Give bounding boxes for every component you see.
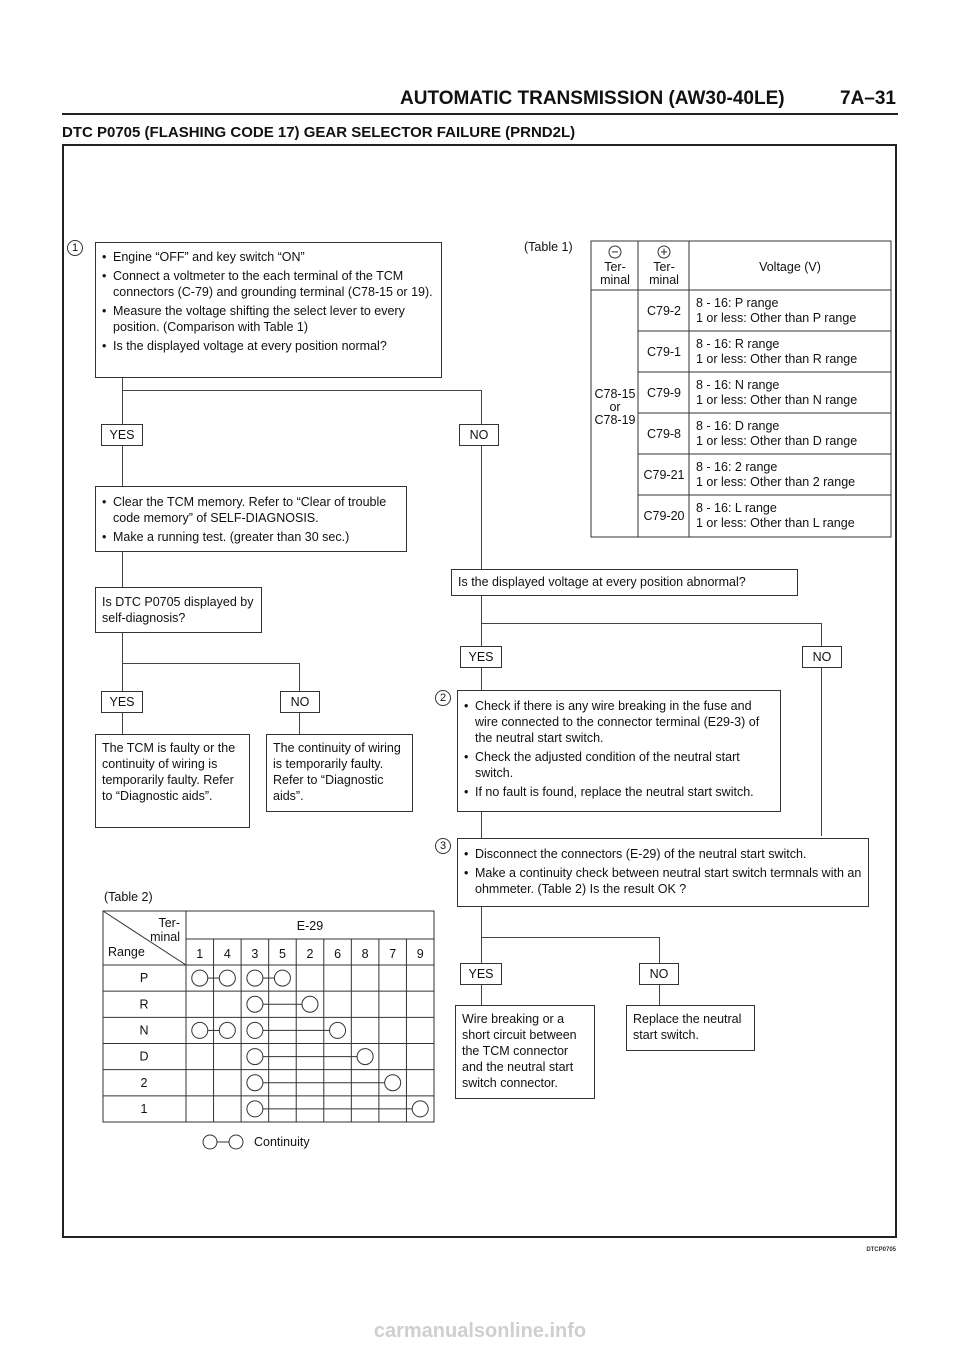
no-label: NO xyxy=(459,424,499,446)
dtc-question-box: Is DTC P0705 displayed by self-diagnosis? xyxy=(95,587,262,633)
table2-terminal-number: 8 xyxy=(361,947,369,961)
table2-terminal-number: 3 xyxy=(251,947,259,961)
table2-terminal-number: 4 xyxy=(223,947,231,961)
table1-terminal-cell: C79-2 xyxy=(646,304,682,318)
continuity-node xyxy=(192,970,208,986)
replace-switch-box: Replace the neutral start switch. xyxy=(626,1005,755,1051)
table1 xyxy=(590,240,892,538)
step1-box xyxy=(95,242,442,378)
step3-bullet: • Disconnect the connectors (E-29) of the neutral start switch. xyxy=(464,846,862,862)
yes-label: YES xyxy=(101,691,143,713)
page-number: 7A–31 xyxy=(840,88,896,109)
table2-range-label: Range xyxy=(108,945,145,959)
table2-range-cell: N xyxy=(139,1023,149,1038)
connector-line xyxy=(122,390,123,424)
step2-box xyxy=(457,690,781,812)
continuity-node xyxy=(247,1075,263,1091)
step2-bullet: • Check if there is any wire breaking in the fuse and wire connected to the connector terminal (E29-3) of the neutral start switch. xyxy=(464,698,774,746)
table2-range-cell: R xyxy=(139,997,149,1012)
table1-voltage-cell: 8 - 16: D range 1 or less: Other than D range xyxy=(696,419,858,448)
table1-voltage-cell: 8 - 16: 2 range 1 or less: Other than 2 range xyxy=(696,460,856,489)
watermark: carmanualsonline.info xyxy=(373,1320,587,1342)
tcm-faulty-box: The TCM is faulty or the continuity of wiring is temporarily faulty. Refer to “Diagnostic aids”. xyxy=(95,734,250,828)
table1-voltage-cell: 8 - 16: L range 1 or less: Other than L range xyxy=(696,501,855,530)
table1-header-voltage: Voltage (V) xyxy=(759,260,821,274)
step-number-1: 1 xyxy=(67,240,83,256)
section-title: AUTOMATIC TRANSMISSION (AW30-40LE) xyxy=(400,88,785,109)
table2-range-cell: D xyxy=(139,1049,149,1064)
continuity-legend-icon xyxy=(200,1133,250,1151)
abnormal-question-box: Is the displayed voltage at every position abnormal? xyxy=(451,569,798,596)
page-title: DTC P0705 (FLASHING CODE 17) GEAR SELECTOR FAILURE (PRND2L) xyxy=(62,124,576,141)
connector-line xyxy=(659,937,660,963)
connector-line xyxy=(299,663,300,691)
table2-range-cell: P xyxy=(139,971,149,986)
table1-voltage-cell: 8 - 16: N range 1 or less: Other than N range xyxy=(696,378,858,407)
continuity-node xyxy=(247,1101,263,1117)
header-rule xyxy=(62,113,898,115)
table2-connector: E-29 xyxy=(296,919,324,933)
step-number-2: 2 xyxy=(435,690,451,706)
connector-line xyxy=(481,596,482,646)
yes-label: YES xyxy=(101,424,143,446)
table1-header-pos-terminal: Ter-minal xyxy=(649,260,679,287)
no-label: NO xyxy=(280,691,320,713)
connector-line xyxy=(481,446,482,569)
continuity-node xyxy=(412,1101,428,1117)
step2-bullet: • If no fault is found, replace the neutral start switch. xyxy=(464,784,774,800)
step1-bullet: • Is the displayed voltage at every position normal? xyxy=(102,338,435,354)
no-label: NO xyxy=(639,963,679,985)
connector-line xyxy=(481,812,482,838)
step-number-3: 3 xyxy=(435,838,451,854)
table1-ground-terminal: C78-15 or C78-19 xyxy=(594,387,636,427)
connector-line xyxy=(122,552,123,587)
table1-terminal-cell: C79-21 xyxy=(643,468,685,482)
negative-symbol: − xyxy=(611,245,619,259)
wire-breaking-box: Wire breaking or a short circuit between the TCM connector and the neutral start switch connector. xyxy=(455,1005,595,1099)
connector-line xyxy=(299,713,300,734)
connector-line xyxy=(481,937,660,938)
table1-header-neg-terminal: Ter-minal xyxy=(600,260,630,287)
continuity-node xyxy=(247,970,263,986)
table2-terminal-label: Ter- xyxy=(158,916,180,930)
continuity-node xyxy=(247,1049,263,1065)
table2-terminal-number: 1 xyxy=(196,947,204,961)
yes-label: YES xyxy=(460,963,502,985)
connector-line xyxy=(659,985,660,1005)
table2-terminal-number: 9 xyxy=(416,947,424,961)
table1-terminal-cell: C79-9 xyxy=(646,386,682,400)
table2-caption: (Table 2) xyxy=(104,890,153,904)
continuity-node xyxy=(330,1022,346,1038)
connector-line xyxy=(122,377,123,391)
continuity-node xyxy=(274,970,290,986)
table2-range-cell: 2 xyxy=(140,1075,148,1090)
table1-terminal-cell: C79-1 xyxy=(646,345,682,359)
clear-memory-bullet: • Clear the TCM memory. Refer to “Clear of trouble code memory” of SELF-DIAGNOSIS. xyxy=(102,494,400,526)
footer-code: DTCP0705 xyxy=(866,1247,896,1253)
table1-caption: (Table 1) xyxy=(524,240,573,254)
no-label: NO xyxy=(802,646,842,668)
step1-bullet: • Engine “OFF” and key switch “ON” xyxy=(102,249,435,265)
continuity-node xyxy=(385,1075,401,1091)
continuity-node xyxy=(247,996,263,1012)
continuity-node xyxy=(219,1022,235,1038)
connector-line xyxy=(481,623,822,624)
table1-voltage-cell: 8 - 16: R range 1 or less: Other than R range xyxy=(696,337,858,366)
table2-terminal-number: 7 xyxy=(389,947,397,961)
continuity-node xyxy=(192,1022,208,1038)
step2-bullet: • Check the adjusted condition of the neutral start switch. xyxy=(464,749,774,781)
connector-line xyxy=(481,907,482,963)
continuity-legend-label: Continuity xyxy=(254,1135,310,1149)
positive-symbol: + xyxy=(660,245,668,259)
step3-box xyxy=(457,838,869,907)
connector-line xyxy=(122,713,123,734)
continuity-node xyxy=(357,1049,373,1065)
table2-terminal-number: 5 xyxy=(278,947,286,961)
continuity-node xyxy=(219,970,235,986)
continuity-node xyxy=(302,996,318,1012)
table2 xyxy=(102,910,436,1124)
yes-label: YES xyxy=(460,646,502,668)
continuity-faulty-box: The continuity of wiring is temporarily faulty. Refer to “Diagnostic aids”. xyxy=(266,734,413,812)
connector-line xyxy=(122,663,300,664)
continuity-node xyxy=(247,1022,263,1038)
table2-range-cell: 1 xyxy=(140,1101,148,1116)
table2-terminal-number: 6 xyxy=(334,947,342,961)
connector-line xyxy=(122,390,482,391)
table1-terminal-cell: C79-20 xyxy=(643,509,685,523)
connector-line xyxy=(821,668,822,836)
connector-line xyxy=(122,446,123,486)
connector-line xyxy=(481,668,482,690)
table2-terminal-number: 2 xyxy=(306,947,314,961)
table1-voltage-cell: 8 - 16: P range 1 or less: Other than P range xyxy=(696,296,857,325)
table2-terminal-label-cont: minal xyxy=(150,930,180,944)
clear-memory-bullet: • Make a running test. (greater than 30 sec.) xyxy=(102,529,400,545)
step1-bullet: • Connect a voltmeter to the each terminal of the TCM connectors (C-79) and grounding terminal (C78-15 or 19). xyxy=(102,268,435,300)
connector-line xyxy=(122,633,123,691)
step3-bullet: • Make a continuity check between neutral start switch termnals with an ohmmeter. (Table 2) Is the result OK ? xyxy=(464,865,862,897)
connector-line xyxy=(481,390,482,424)
step1-bullet: • Measure the voltage shifting the select lever to every position. (Comparison with Table 1) xyxy=(102,303,435,335)
clear-memory-box xyxy=(95,486,407,552)
connector-line xyxy=(821,623,822,646)
connector-line xyxy=(481,985,482,1005)
table1-terminal-cell: C79-8 xyxy=(646,427,682,441)
